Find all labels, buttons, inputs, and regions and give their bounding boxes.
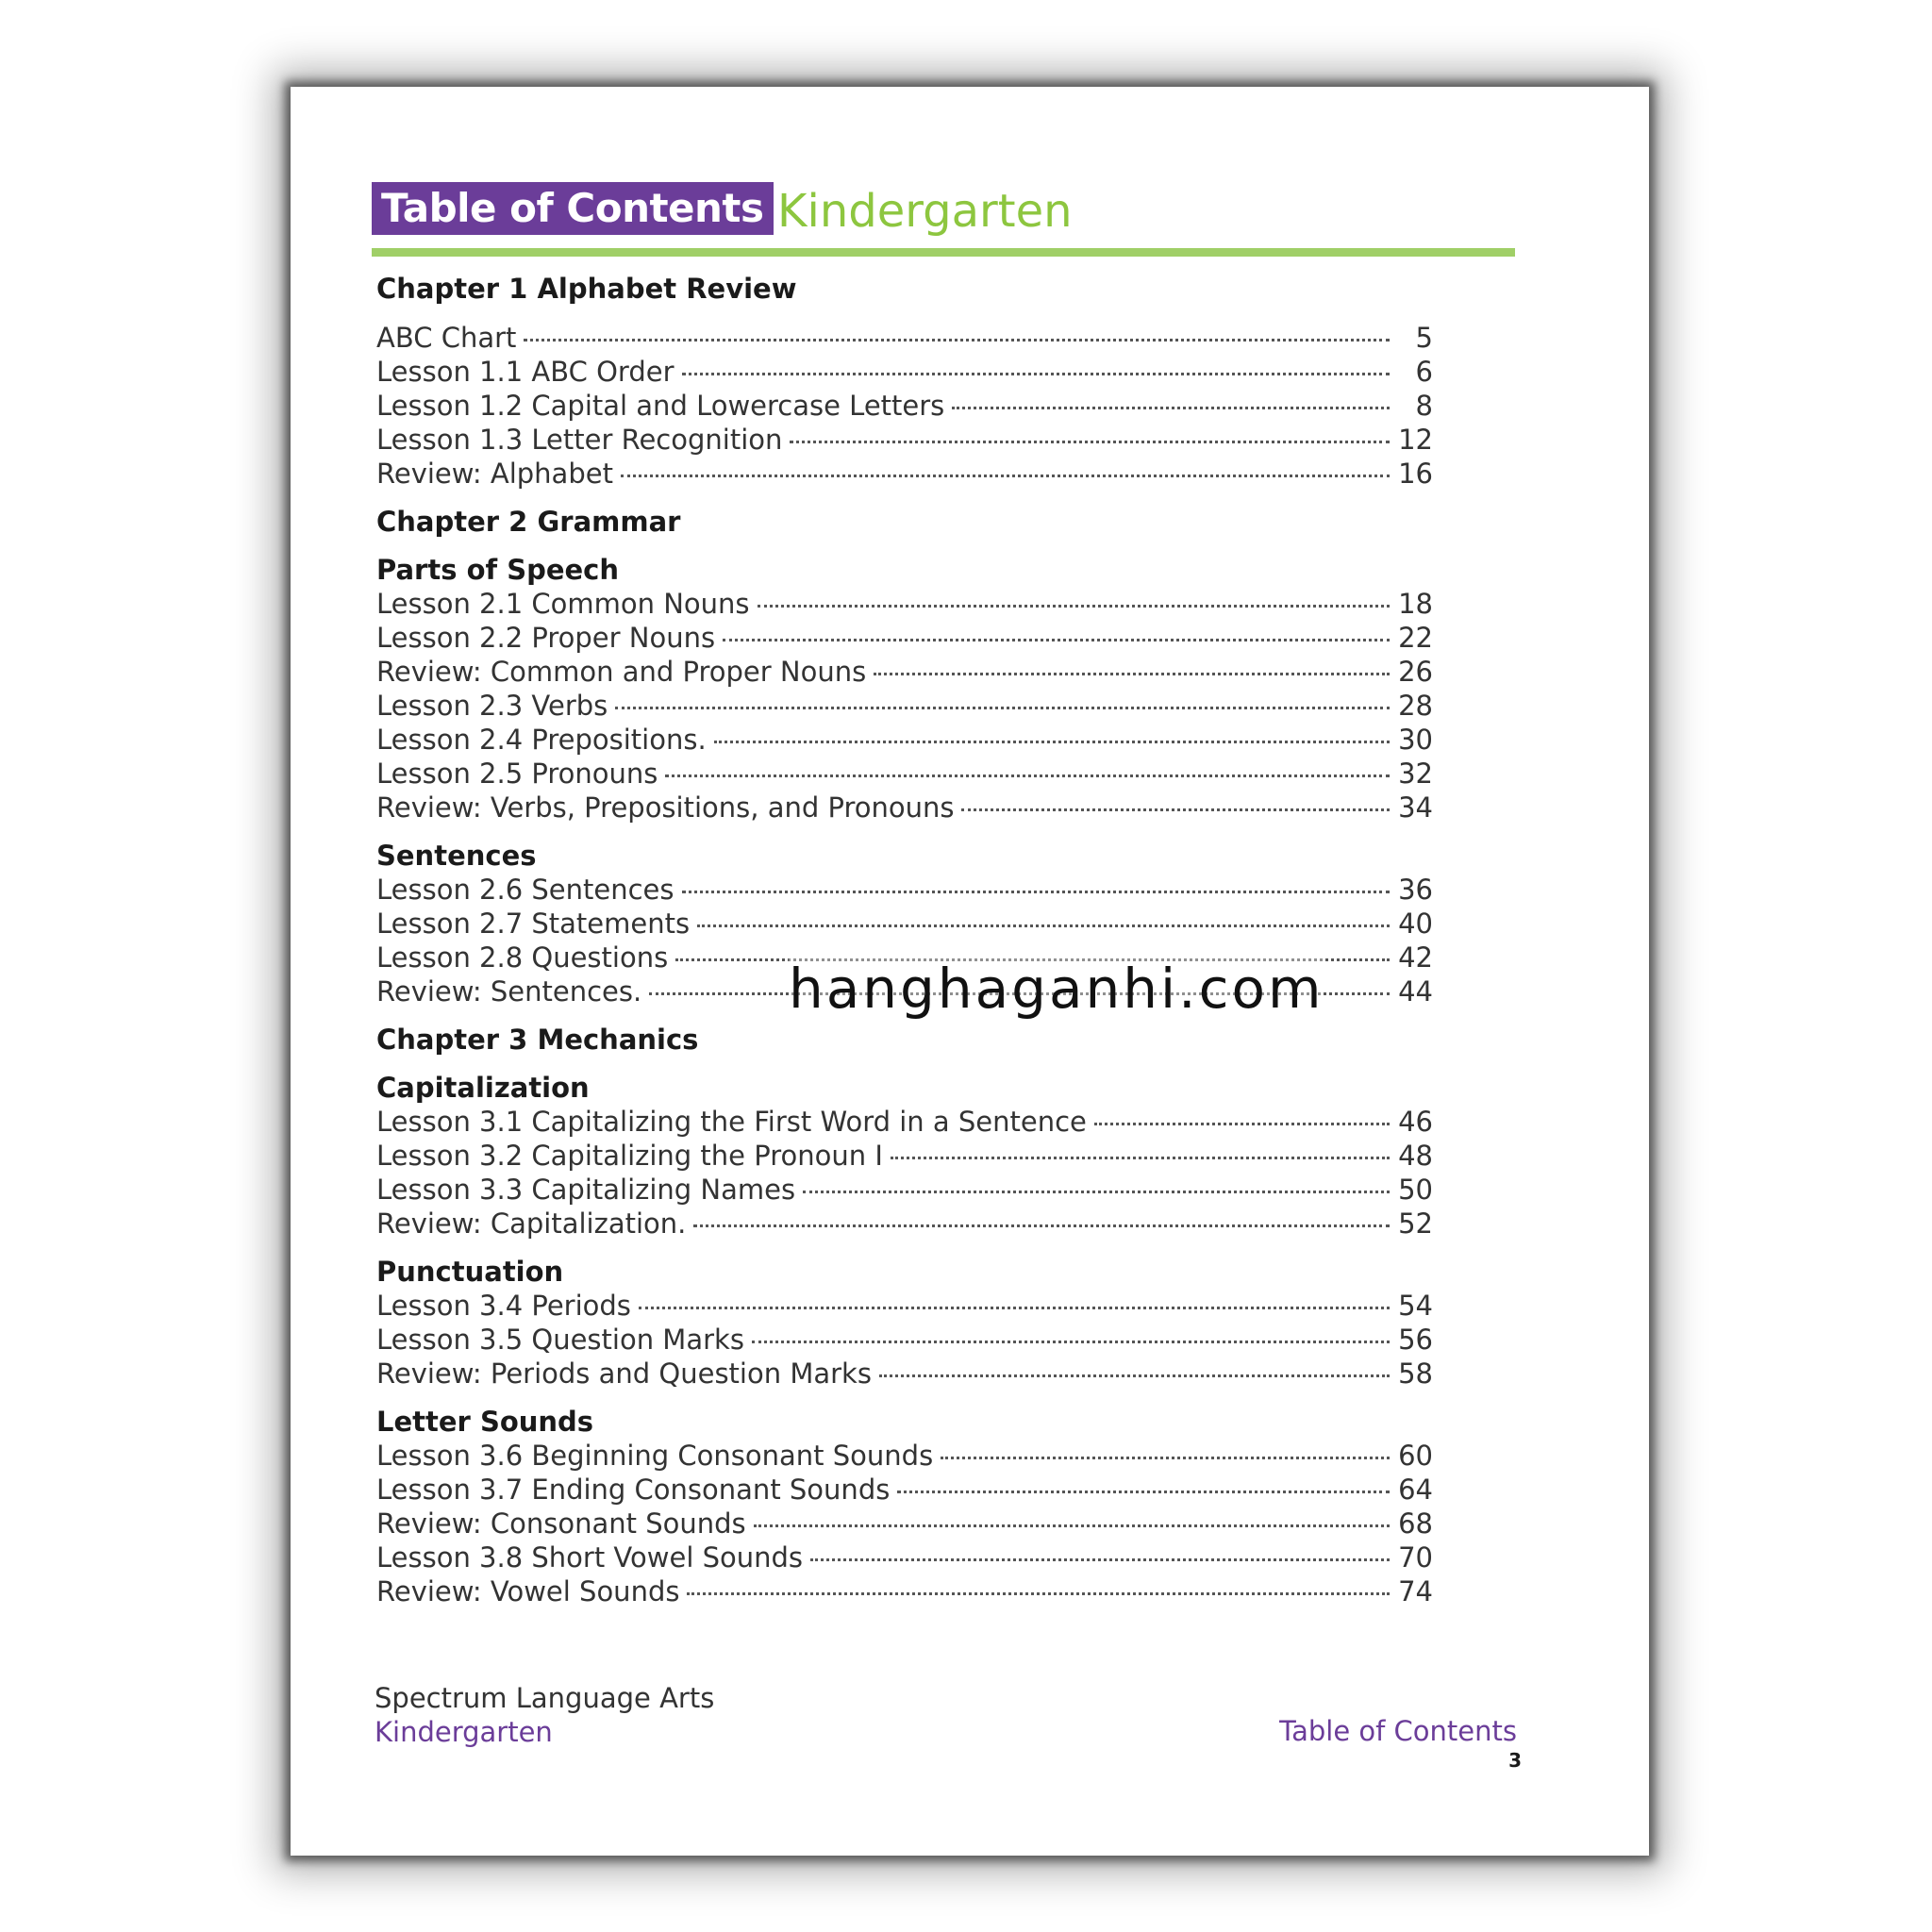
chapter-heading: Chapter 2 Grammar: [376, 506, 681, 538]
footer-grade: Kindergarten: [375, 1716, 553, 1748]
toc-entry[interactable]: [376, 1173, 1433, 1207]
dot-leader: [621, 475, 1390, 477]
dot-leader: [682, 891, 1390, 893]
dot-leader: [952, 407, 1390, 409]
entry-title: Lesson 2.2 Proper Nouns: [376, 622, 716, 654]
series-title: Spectrum Language Arts: [375, 1682, 715, 1714]
entry-page: 5: [1415, 322, 1433, 354]
entry-page: 42: [1398, 941, 1433, 974]
dot-leader: [879, 1374, 1390, 1377]
entry-title: Review: Common and Proper Nouns: [376, 656, 867, 688]
dot-leader: [682, 373, 1391, 375]
section-heading: Parts of Speech: [376, 554, 620, 586]
entry-title: Lesson 2.4 Prepositions.: [376, 724, 707, 756]
entry-page: 36: [1398, 874, 1433, 906]
toc-entry[interactable]: [376, 1439, 1433, 1473]
dot-leader: [714, 741, 1390, 743]
entry-title: Lesson 3.4 Periods: [376, 1290, 631, 1322]
toc-entry[interactable]: [376, 1139, 1433, 1173]
entry-page: 6: [1415, 356, 1433, 388]
toc-entry[interactable]: [376, 1289, 1433, 1323]
toc-entry[interactable]: [376, 1541, 1433, 1574]
toc-entry[interactable]: [376, 1323, 1433, 1357]
toc-title: Table of Contents: [372, 182, 774, 235]
dot-leader: [874, 673, 1390, 675]
dot-leader: [754, 1524, 1390, 1527]
toc-entry[interactable]: [376, 621, 1433, 655]
dot-leader: [752, 1341, 1390, 1343]
entry-page: 60: [1398, 1440, 1433, 1472]
entry-page: 56: [1398, 1324, 1433, 1356]
dot-leader: [615, 707, 1390, 709]
dot-leader: [961, 808, 1390, 811]
entry-page: 16: [1398, 458, 1433, 490]
toc-entry[interactable]: [376, 907, 1433, 941]
entry-title: Lesson 3.1 Capitalizing the First Word in a Sentence: [376, 1106, 1087, 1138]
toc-entry[interactable]: [376, 1507, 1433, 1541]
toc-entry[interactable]: [376, 587, 1433, 621]
entry-title: Lesson 3.3 Capitalizing Names: [376, 1174, 796, 1206]
entry-page: 22: [1398, 622, 1433, 654]
entry-page: 32: [1398, 758, 1433, 790]
toc-entry[interactable]: [376, 1473, 1433, 1507]
dot-leader: [1094, 1123, 1390, 1125]
dot-leader: [803, 1191, 1390, 1193]
toc-entry[interactable]: [376, 321, 1433, 355]
dot-leader: [524, 339, 1390, 341]
toc-entry[interactable]: [376, 423, 1433, 457]
grade-heading: Kindergarten: [777, 185, 1073, 238]
entry-page: 8: [1415, 390, 1433, 422]
footer-left: [375, 1681, 714, 1749]
section-heading: Letter Sounds: [376, 1406, 594, 1438]
toc-entry[interactable]: [376, 355, 1433, 389]
entry-title: Review: Vowel Sounds: [376, 1575, 680, 1607]
toc-header: [372, 182, 1515, 258]
entry-title: Lesson 1.3 Letter Recognition: [376, 424, 783, 456]
entry-page: 30: [1398, 724, 1433, 756]
entry-title: Lesson 2.7 Statements: [376, 908, 691, 940]
entry-title: Lesson 2.3 Verbs: [376, 690, 608, 722]
entry-page: 52: [1398, 1208, 1433, 1240]
toc-entry[interactable]: [376, 1357, 1433, 1391]
toc-entry[interactable]: [376, 1105, 1433, 1139]
header-rule: [372, 248, 1515, 257]
toc-entry[interactable]: [376, 689, 1433, 723]
entry-title: Lesson 1.2 Capital and Lowercase Letters: [376, 390, 945, 422]
entry-page: 26: [1398, 656, 1433, 688]
toc-list: [376, 272, 1433, 1608]
chapter-heading: Chapter 3 Mechanics: [376, 1024, 699, 1056]
entry-page: 12: [1398, 424, 1433, 456]
watermark-text: hanghaganhi.com: [789, 957, 1324, 1021]
entry-title: Lesson 2.6 Sentences: [376, 874, 675, 906]
dot-leader: [697, 924, 1390, 927]
entry-title: Review: Consonant Sounds: [376, 1507, 746, 1540]
entry-title: Lesson 3.5 Question Marks: [376, 1324, 744, 1356]
dot-leader: [665, 774, 1390, 777]
entry-title: Review: Sentences.: [376, 975, 642, 1008]
entry-title: Lesson 3.7 Ending Consonant Sounds: [376, 1474, 891, 1506]
book-page: [291, 87, 1649, 1856]
toc-entry[interactable]: [376, 655, 1433, 689]
toc-entry[interactable]: [376, 791, 1433, 824]
section-heading: Punctuation: [376, 1256, 564, 1288]
toc-entry[interactable]: [376, 757, 1433, 791]
entry-page: 50: [1398, 1174, 1433, 1206]
section-heading: Sentences: [376, 840, 537, 872]
entry-page: 34: [1398, 791, 1433, 824]
dot-leader: [790, 441, 1390, 443]
chapter-heading: Chapter 1 Alphabet Review: [376, 273, 797, 305]
dot-leader: [758, 605, 1390, 608]
toc-entry[interactable]: [376, 389, 1433, 423]
toc-entry[interactable]: [376, 1574, 1433, 1608]
entry-page: 18: [1398, 588, 1433, 620]
entry-title: ABC Chart: [376, 322, 517, 354]
entry-page: 70: [1398, 1541, 1433, 1574]
entry-title: Review: Periods and Question Marks: [376, 1357, 872, 1390]
dot-leader: [810, 1558, 1390, 1561]
entry-title: Review: Verbs, Prepositions, and Pronouns: [376, 791, 955, 824]
footer-section: Table of Contents: [1279, 1715, 1517, 1747]
dot-leader: [897, 1491, 1390, 1493]
entry-title: Lesson 1.1 ABC Order: [376, 356, 675, 388]
entry-page: 58: [1398, 1357, 1433, 1390]
dot-leader: [687, 1592, 1390, 1595]
entry-page: 54: [1398, 1290, 1433, 1322]
dot-leader: [723, 639, 1390, 641]
entry-page: 48: [1398, 1140, 1433, 1172]
entry-title: Lesson 2.5 Pronouns: [376, 758, 658, 790]
entry-page: 74: [1398, 1575, 1433, 1607]
toc-entry[interactable]: [376, 873, 1433, 907]
toc-entry[interactable]: [376, 1207, 1433, 1241]
entry-page: 28: [1398, 690, 1433, 722]
entry-title: Lesson 2.1 Common Nouns: [376, 588, 750, 620]
entry-page: 64: [1398, 1474, 1433, 1506]
entry-page: 46: [1398, 1106, 1433, 1138]
dot-leader: [941, 1457, 1390, 1459]
entry-page: 68: [1398, 1507, 1433, 1540]
dot-leader: [693, 1224, 1390, 1227]
entry-title: Review: Alphabet: [376, 458, 613, 490]
section-heading: Capitalization: [376, 1072, 590, 1104]
toc-entry[interactable]: [376, 457, 1433, 491]
entry-page: 40: [1398, 908, 1433, 940]
entry-page: 44: [1398, 975, 1433, 1008]
entry-title: Lesson 2.8 Questions: [376, 941, 669, 974]
entry-title: Lesson 3.6 Beginning Consonant Sounds: [376, 1440, 934, 1472]
page-number: 3: [1508, 1749, 1522, 1772]
entry-title: Lesson 3.2 Capitalizing the Pronoun I: [376, 1140, 883, 1172]
entry-title: Lesson 3.8 Short Vowel Sounds: [376, 1541, 804, 1574]
entry-title: Review: Capitalization.: [376, 1208, 687, 1240]
dot-leader: [891, 1157, 1390, 1159]
toc-entry[interactable]: [376, 723, 1433, 757]
dot-leader: [639, 1307, 1390, 1309]
